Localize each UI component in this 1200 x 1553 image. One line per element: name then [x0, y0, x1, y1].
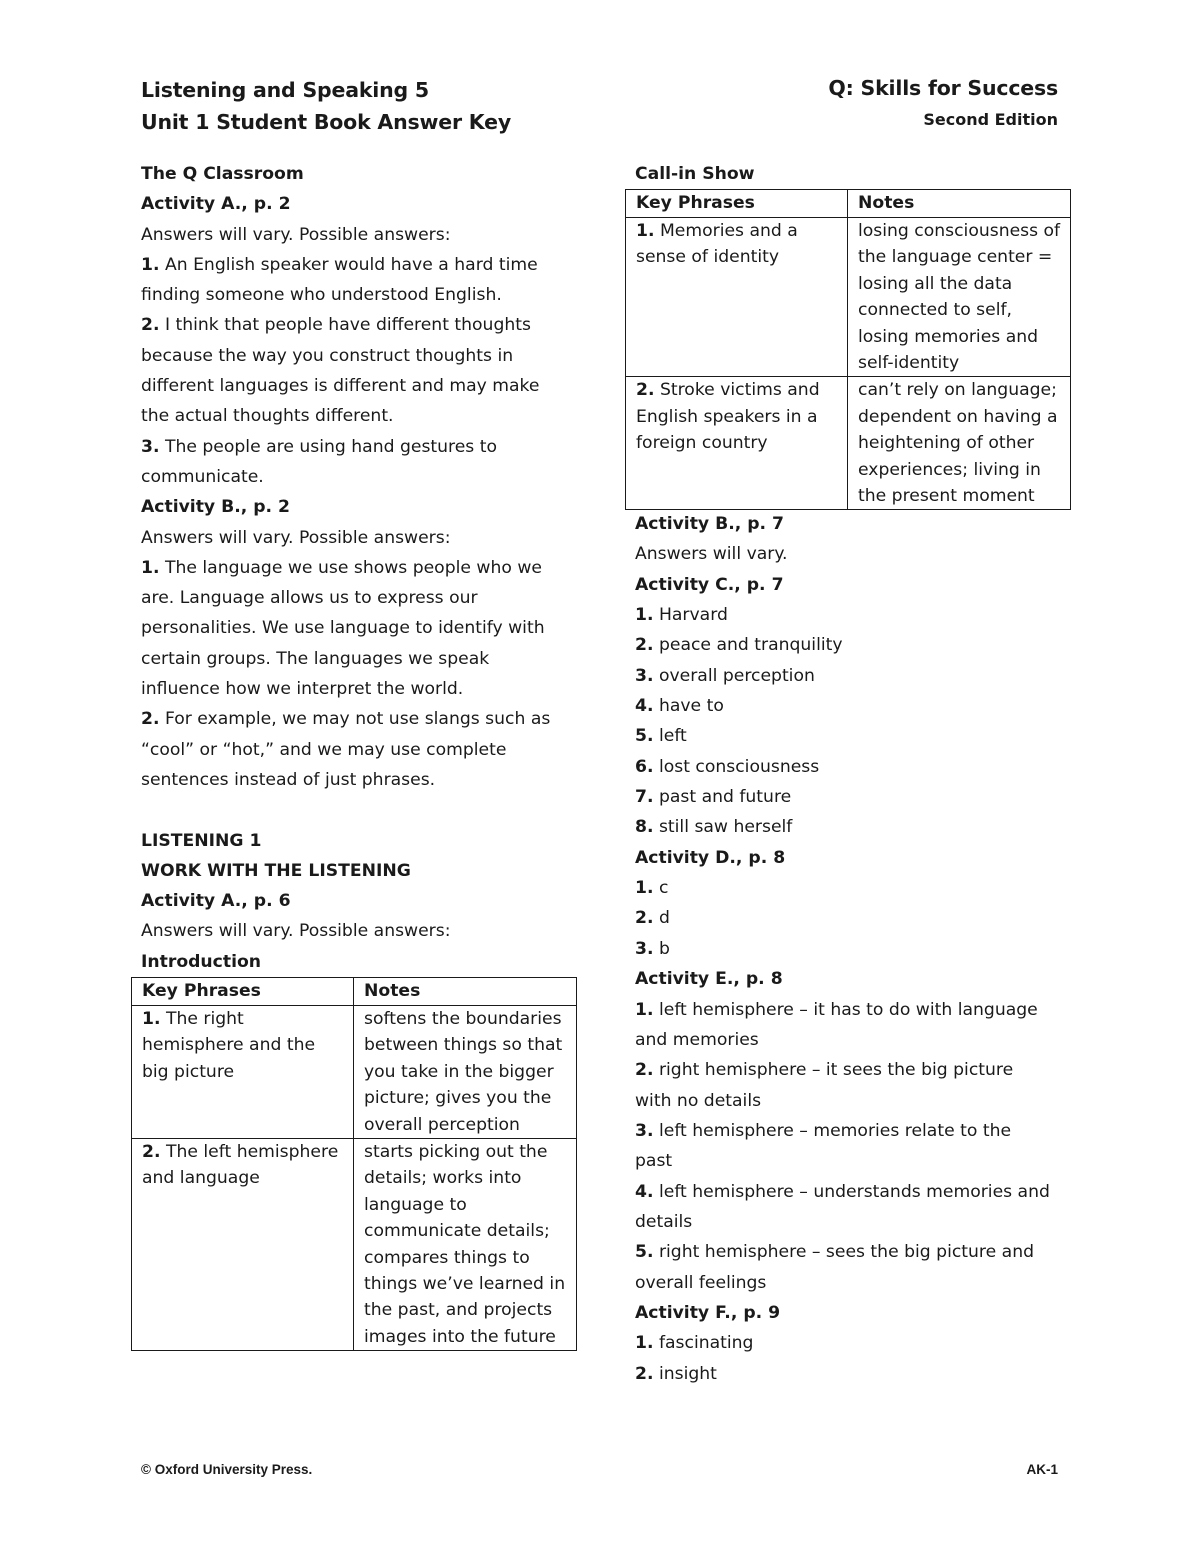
series-title: Q: Skills for Success [828, 76, 1058, 100]
table-cell: losing consciousness of the language center = losing all the data connected to self, losing memories and self-identity [848, 218, 1071, 377]
activity-heading: Activity D., p. 8 [635, 847, 786, 868]
table-cell: 1. Memories and a sense of identity [626, 218, 848, 377]
table-row [626, 218, 1071, 377]
spacer [141, 795, 566, 825]
answer-line: and memories [635, 1029, 759, 1050]
answer-line: 1. The language we use shows people who we [141, 557, 542, 578]
page-title-block [141, 74, 511, 138]
answer-line: 1. fascinating [635, 1333, 754, 1354]
table-cell: starts picking out the details; works into language to communicate details; compares things to things we’ve learned in the past, and projects images into the future [354, 1139, 577, 1351]
answer-line: communicate. [141, 466, 264, 487]
activity-heading: Activity C., p. 7 [635, 574, 784, 595]
table-cell: softens the boundaries between things so that you take in the bigger picture; gives you the overall perception [354, 1006, 577, 1139]
column-header: Notes [354, 978, 577, 1006]
left-column [141, 159, 566, 977]
activity-intro: Answers will vary. [635, 544, 788, 565]
answer-line: 5. right hemisphere – sees the big picture and [635, 1242, 1034, 1263]
column-header: Key Phrases [132, 978, 354, 1006]
table-row [132, 1139, 577, 1351]
answer-line: 5. left [635, 726, 687, 747]
answer-line: certain groups. The languages we speak [141, 648, 490, 669]
table-row [626, 377, 1071, 510]
answer-line: 2. I think that people have different thoughts [141, 315, 531, 336]
answer-line: the actual thoughts different. [141, 406, 394, 427]
answer-line: with no details [635, 1090, 762, 1111]
answer-line: because the way you construct thoughts in [141, 345, 514, 366]
answer-line: finding someone who understood English. [141, 285, 502, 306]
answer-line: 4. have to [635, 696, 724, 717]
table-cell: 2. The left hemisphere and language [132, 1139, 354, 1351]
activity-heading: Activity E., p. 8 [635, 969, 783, 990]
table-row [132, 1006, 577, 1139]
answer-line: influence how we interpret the world. [141, 679, 464, 700]
answer-line: 2. peace and tranquility [635, 635, 843, 656]
right-column-answers [635, 509, 1075, 1389]
answer-line: are. Language allows us to express our [141, 588, 478, 609]
answer-line: 3. b [635, 938, 670, 959]
book-title: Listening and Speaking 5 [141, 78, 429, 102]
answer-line: 1. left hemisphere – it has to do with language [635, 999, 1038, 1020]
call-in-show-table [625, 189, 1071, 510]
answer-line: 2. d [635, 908, 670, 929]
answer-line: 8. still saw herself [635, 817, 793, 838]
answer-line: details [635, 1211, 693, 1232]
answer-line: 3. left hemisphere – memories relate to the [635, 1120, 1012, 1141]
answer-line: 2. insight [635, 1363, 717, 1384]
answer-line: 3. The people are using hand gestures to [141, 436, 497, 457]
column-header: Key Phrases [626, 190, 848, 218]
answer-line: past [635, 1151, 673, 1172]
activity-heading: Activity F., p. 9 [635, 1302, 781, 1323]
activity-heading: Activity B., p. 2 [141, 497, 291, 518]
answer-line: 6. lost consciousness [635, 756, 820, 777]
answer-line: 1. Harvard [635, 605, 728, 626]
copyright-notice: © Oxford University Press. [141, 1462, 313, 1477]
answer-line: “cool” or “hot,” and we may use complete [141, 739, 507, 760]
table-cell: 2. Stroke victims and English speakers in a foreign country [626, 377, 848, 510]
table-cell: can’t rely on language; dependent on having a heightening of other experiences; living in the present moment [848, 377, 1071, 510]
section-subheading: WORK WITH THE LISTENING [141, 860, 411, 881]
edition-label: Second Edition [923, 110, 1058, 129]
table-header-row [132, 978, 577, 1006]
answer-line: 3. overall perception [635, 665, 815, 686]
answer-line: different languages is different and may make [141, 376, 540, 397]
activity-heading: Activity A., p. 2 [141, 194, 291, 215]
answer-line: 7. past and future [635, 787, 792, 808]
activity-intro: Answers will vary. Possible answers: [141, 921, 451, 942]
right-column-top [635, 159, 1075, 189]
answer-key-title: Unit 1 Student Book Answer Key [141, 110, 511, 134]
activity-heading: Activity A., p. 6 [141, 891, 291, 912]
answer-line: 2. right hemisphere – it sees the big picture [635, 1060, 1014, 1081]
answer-line: 1. An English speaker would have a hard time [141, 254, 538, 275]
page-number: AK-1 [1026, 1462, 1058, 1477]
activity-intro: Answers will vary. Possible answers: [141, 527, 451, 548]
introduction-table [131, 977, 577, 1351]
table-header-row [626, 190, 1071, 218]
answer-line: personalities. We use language to identify with [141, 618, 545, 639]
answer-line: 4. left hemisphere – understands memories and [635, 1181, 1050, 1202]
column-header: Notes [848, 190, 1071, 218]
answer-line: overall feelings [635, 1272, 767, 1293]
answer-line: 1. c [635, 878, 669, 899]
table-caption: Call-in Show [635, 164, 755, 184]
activity-intro: Answers will vary. Possible answers: [141, 224, 451, 245]
section-heading: LISTENING 1 [141, 830, 262, 851]
activity-heading: Activity B., p. 7 [635, 514, 785, 534]
section-heading: The Q Classroom [141, 164, 304, 184]
answer-line: sentences instead of just phrases. [141, 769, 436, 790]
answer-line: 2. For example, we may not use slangs such as [141, 709, 551, 730]
table-cell: 1. The right hemisphere and the big picture [132, 1006, 354, 1139]
table-caption: Introduction [141, 951, 262, 972]
